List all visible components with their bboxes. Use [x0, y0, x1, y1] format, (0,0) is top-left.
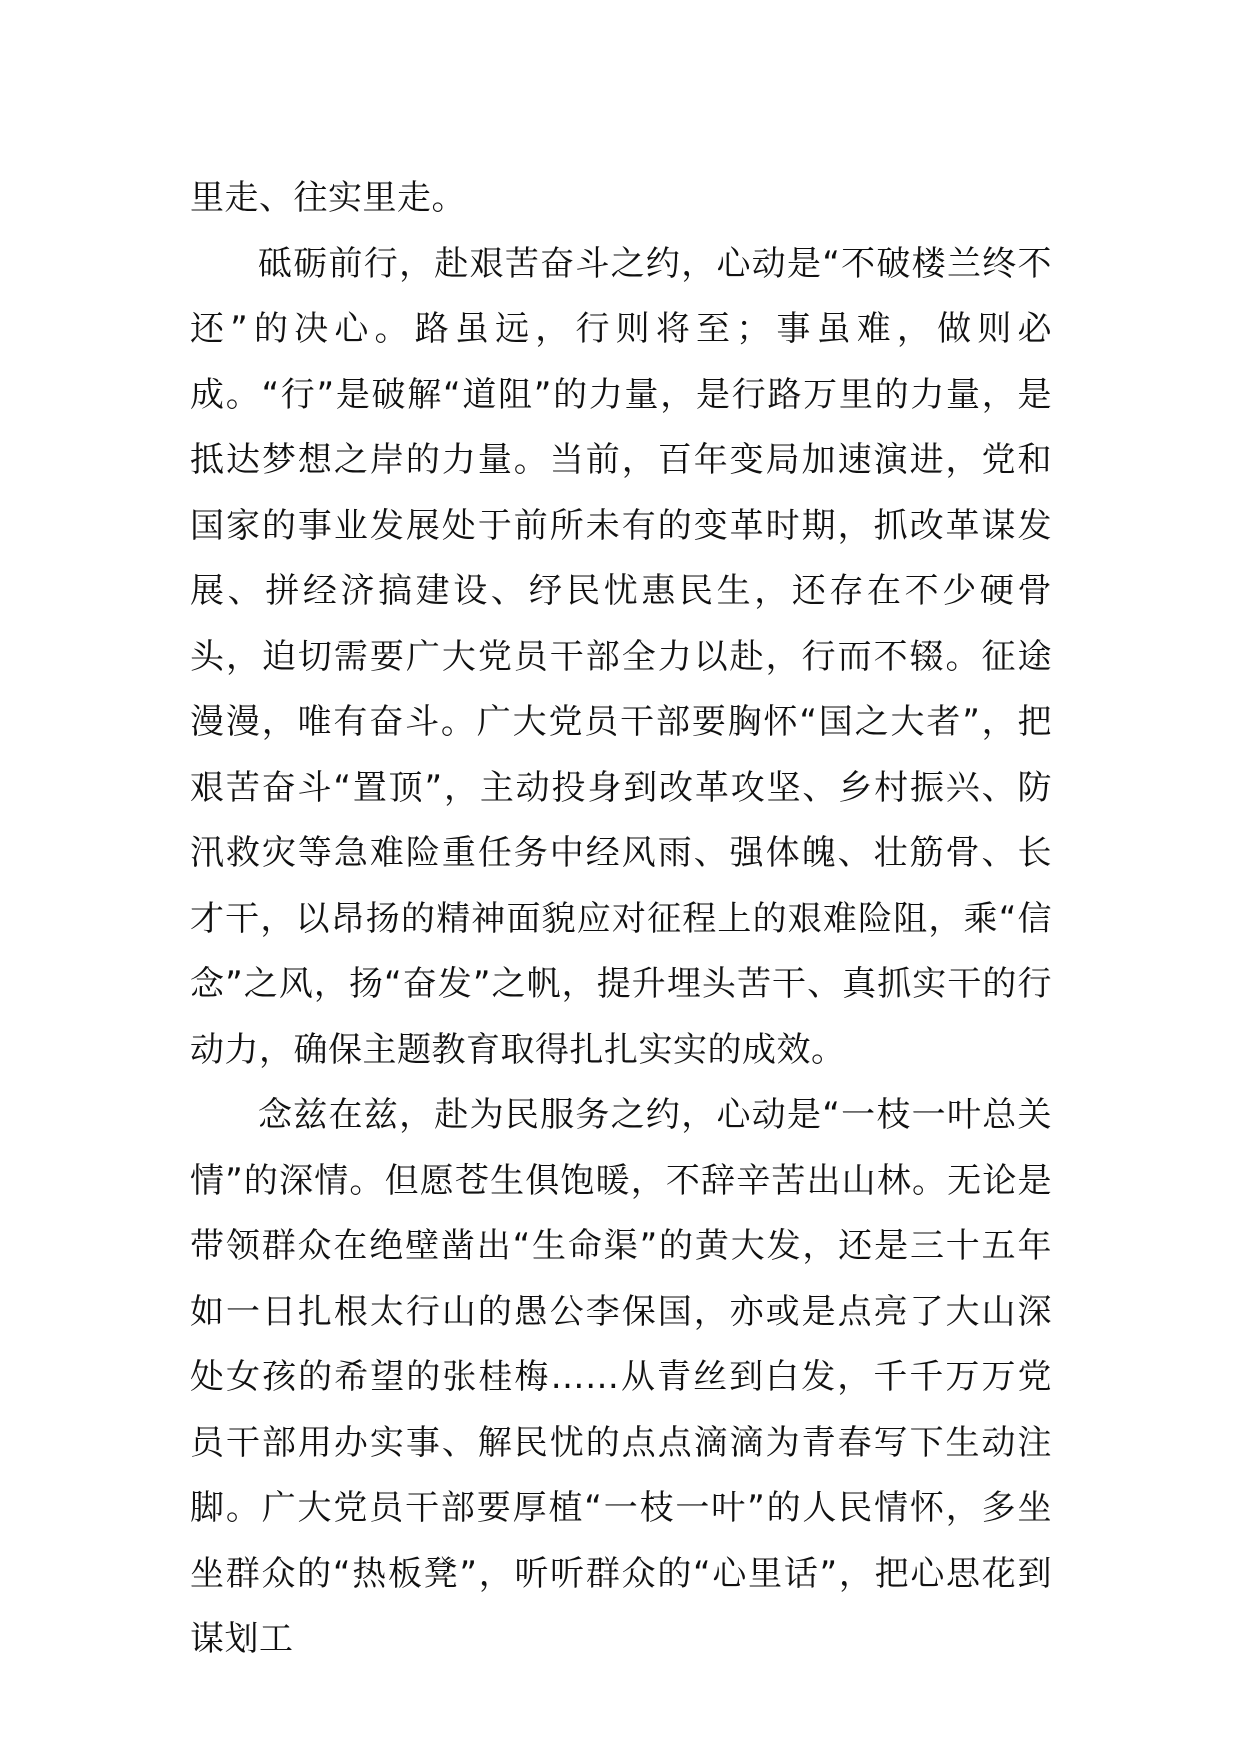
paragraph-serve-people: 念兹在兹，赴为民服务之约，心动是“一枝一叶总关情”的深情。但愿苍生俱饱暖，不辞辛苦出山林。无论是带领群众在绝壁凿出“生命渠”的黄大发，还是三十五年如一日扎根太行山的愚公李保国，亦或是点亮了大山深处女孩的希望的张桂梅……从青丝到白发，千千万万党员干部用办实事、解民忧的点点滴滴为青春写下生动注脚。广大党员干部要厚植“一枝一叶”的人民情怀，多坐坐群众的“热板凳”，听听群众的“心里话”，把心思花到谋划工 — [190, 1095, 1052, 1659]
paragraph-hard-work: 砥砺前行，赴艰苦奋斗之约，心动是“不破楼兰终不还”的决心。路虽远，行则将至；事虽难，做则必成。“行”是破解“道阻”的力量，是行路万里的力量，是抵达梦想之岸的力量。当前，百年变局加速演进，党和国家的事业发展处于前所未有的变革时期，抓改革谋发展、拼经济搞建设、纾民忧惠民生，还存在不少硬骨头，迫切需要广大党员干部全力以赴，行而不辍。征途漫漫，唯有奋斗。广大党员干部要胸怀“国之大者”，把艰苦奋斗“置顶”，主动投身到改革攻坚、乡村振兴、防汛救灾等急难险重任务中经风雨、强体魄、壮筋骨、长才干，以昂扬的精神面貌应对征程上的艰难险阻，乘“信念”之风，扬“奋发”之帆，提升埋头苦干、真抓实干的行动力，确保主题教育取得扎扎实实的成效。 — [190, 243, 1052, 1070]
body-text — [190, 166, 1052, 1673]
paragraph-continuation: 里走、往实里走。 — [190, 178, 466, 218]
